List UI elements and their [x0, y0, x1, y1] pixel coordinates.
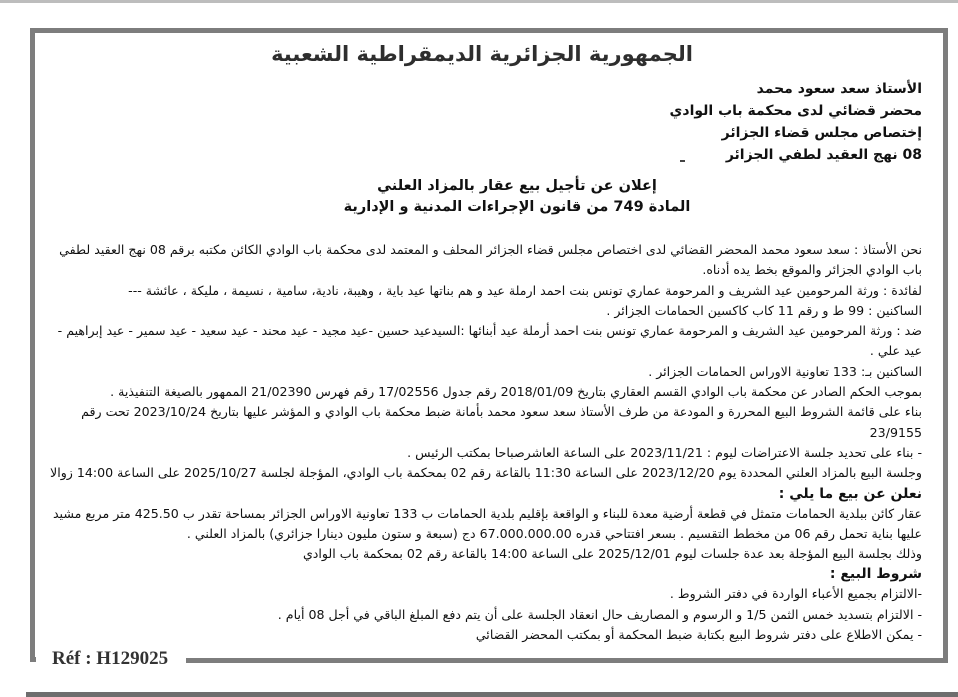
against-address: الساكنين بـ: 133 تعاونية الاوراس الحمامات الجزائر .	[648, 363, 922, 379]
auction-session-paragraph: وجلسة البيع بالمزاد العلني المحددة يوم 2023/12/20 على الساعة 11:30 بالقاعة رقم 02 بمحكمة باب الوادي، المؤجلة لجلسة 2025/10/27 على الساعة 14:00 زوالا	[50, 465, 922, 481]
sale-heading: نعلن عن بيع ما يلي :	[778, 485, 922, 502]
against-paragraph: ضد : ورثة المرحومين عيد الشريف و المرحومة عماري تونس بنت احمد أرملة عيد أبنائها :السيدعيد حسين -عيد مجيد - عيد محند - عيد سعيد - عيد سمير - عيد إبراهيم - عيد علي .	[57, 323, 922, 359]
frame-corner	[30, 657, 36, 662]
property-paragraph: عقار كائن ببلدية الحمامات متمثل في قطعة أرضية معدة للبناء و الواقعة بإقليم بلدية الحمامات ب 133 تعاونية الاوراس الجزائر بمساحة تقدر ب 425.50 متر مربع مشيد عليها بناية تحمل رقم 06 من مخطط التقسيم . بسعر افتتاحي قدره 67.000.000.00 دج (سبعة و ستون مليون دينارا جزائري) بالمزاد العلني .	[52, 505, 922, 541]
bailiff-jurisdiction: إختصاص مجلس قضاء الجزائر	[721, 125, 922, 141]
term-item: - يمكن الاطلاع على دفتر شروط البيع بكتابة ضبط المحكمة أو بمكتب المحضر القضائي	[475, 627, 922, 643]
frame-bottom-border	[186, 658, 948, 663]
notice-title-block	[42, 176, 922, 218]
notice-heading: إعلان عن تأجيل بيع عقار بالمزاد العلني	[377, 178, 657, 194]
judgment-paragraph: بموجب الحكم الصادر عن محكمة باب الوادي القسم العقاري بتاريخ 2018/01/09 رقم جدول 17/02556 رقم فهرس 21/02390 الممهور بالصيغة التنفيذية .	[110, 384, 922, 400]
bottom-divider	[26, 692, 958, 697]
notice-body	[42, 240, 922, 645]
conditions-list-paragraph: بناء على قائمة الشروط البيع المحررة و المودعة من طرف الأستاذ سعد سعود محمد بأمانة ضبط محكمة باب الوادي و المؤشر عليها بتاريخ 2023/10/24 تحت رقم 23/9155	[81, 404, 922, 440]
beneficiary-paragraph: لفائدة : ورثة المرحومين عيد الشريف و المرحومة عماري تونس بنت احمد ارملة عيد و هم بناتها عيد باية ، وهيبة، نادية، سامية ، نسيمة ، مليكة ، عائشة ---	[128, 282, 922, 298]
postponed-session-paragraph: وذلك بجلسة البيع المؤجلة بعد عدة جلسات ليوم 2025/12/01 على الساعة 14:00 بالقاعة رقم 02 بمحكمة باب الوادي	[302, 546, 922, 562]
term-item: -الالتزام بجميع الأعباء الواردة في دفتر الشروط .	[669, 586, 922, 602]
intro-paragraph: نحن الأستاذ : سعد سعود محمد المحضر القضائي لدى اختصاص مجلس قضاء الجزائر المحلف و المعتمد لدى محكمة باب الوادي الكائن مكتبه برقم 08 نهج العقيد لطفي باب الوادي الجزائر والموقع بخط يده أدناه.	[59, 242, 922, 278]
bailiff-court: محضر قضائي لدى محكمة باب الوادي	[669, 103, 922, 119]
notice-subheading: المادة 749 من قانون الإجراءات المدنية و الإدارية	[343, 199, 691, 215]
bailiff-name: الأستاذ سعد سعود محمد	[756, 81, 922, 97]
document-title: الجمهورية الجزائرية الديمقراطية الشعبية	[271, 42, 693, 66]
bailiff-address: 08 نهج العقيد لطفي الجزائر	[725, 147, 922, 163]
reference-number: Réf : H129025	[52, 648, 169, 669]
terms-heading: شروط البيع :	[829, 566, 922, 583]
bailiff-header	[42, 78, 922, 166]
beneficiary-address: الساكنين : 99 ط و رقم 11 كاب كاكسين الحمامات الجزائر .	[606, 302, 922, 318]
objections-session-paragraph: - بناء على تحديد جلسة الاعتراضات ليوم : 2023/11/21 على الساعة العاشرصباحا بمكتب الرئيس .	[407, 444, 922, 460]
top-divider	[0, 0, 958, 3]
notice-content	[42, 36, 922, 645]
term-item: - الالتزام بتسديد خمس الثمن 1/5 و الرسوم و المصاريف حال انعقاد الجلسة على أن يتم دفع المبلغ الباقي في أجل 08 أيام .	[277, 606, 922, 622]
